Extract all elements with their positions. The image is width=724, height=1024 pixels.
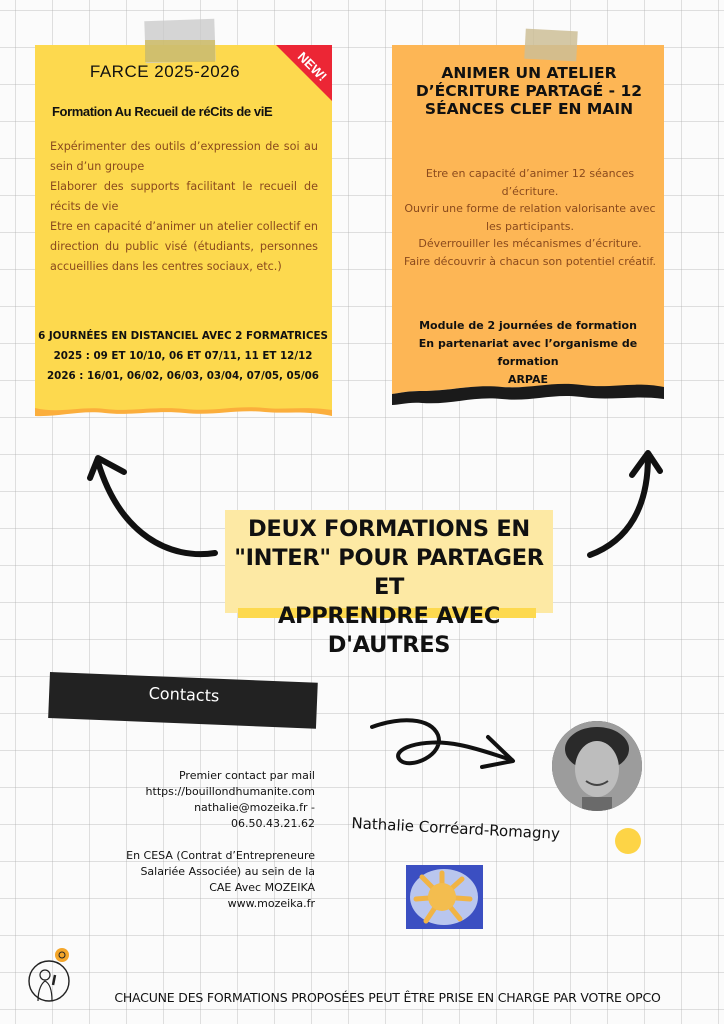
portrait-image: [552, 721, 642, 811]
headline-line: "INTER" POUR PARTAGER ET: [234, 545, 544, 600]
decorative-dot: [615, 828, 641, 854]
person-name: Nathalie Corréard-Romagny: [351, 814, 561, 843]
email-link[interactable]: nathalie@mozeika.fr -: [194, 801, 315, 814]
card1-subtitle: Formation Au Recueil de réCits de viE: [52, 104, 273, 119]
objective-item: Etre en capacité d’animer un atelier collectif en direction du public visé (étudiants, personnes accueillies dans les centres sociaux, etc.): [50, 220, 318, 273]
torn-edge: [35, 398, 332, 422]
objective-item: Etre en capacité d’animer 12 séances d’écriture.: [425, 167, 635, 198]
loop-arrow-icon: [370, 715, 520, 780]
contact-info: [110, 768, 315, 912]
detail-line: Module de 2 journées de formation: [419, 319, 637, 332]
profile-photo: [552, 721, 642, 811]
curved-arrow-left-icon: [70, 450, 230, 560]
headline-line: APPRENDRE AVEC D'AUTRES: [277, 603, 501, 658]
funding-note: CHACUNE DES FORMATIONS PROPOSÉES PEUT ÊTRE PRISE EN CHARGE PAR VOTRE OPCO: [114, 990, 661, 1005]
contacts-heading: Contacts: [148, 683, 220, 706]
card2-details: [394, 317, 662, 389]
detail-line: En partenariat avec l’organisme de formation: [418, 337, 638, 368]
detail-line: ARPAE: [507, 373, 549, 386]
objective-item: Déverrouiller les mécanismes d’écriture.: [418, 237, 642, 250]
objective-item: Ouvrir une forme de relation valorisante avec les participants.: [404, 202, 656, 233]
card1-title: FARCE 2025-2026: [89, 62, 241, 81]
schedule-line: 6 JOURNÉES EN DISTANCIEL AVEC 2 FORMATRICES: [38, 330, 328, 342]
website-link[interactable]: https://bouillondhumanite.com: [145, 785, 315, 798]
objective-item: Faire découvrir à chacun son potentiel créatif.: [404, 254, 656, 268]
tape-decoration: [145, 40, 215, 62]
card1-objectives: [50, 137, 318, 277]
contact-line: Salariée Associée) au sein de la: [140, 865, 315, 878]
objective-item: Elaborer des supports facilitant le recueil de récits de vie: [50, 180, 318, 213]
curved-arrow-right-icon: [580, 445, 670, 565]
schedule-line: 2026 : 16/01, 06/02, 06/03, 03/04, 07/05, 05/06: [47, 370, 319, 382]
contact-line: Premier contact par mail: [178, 769, 315, 782]
phone-number: 06.50.43.21.62: [231, 817, 315, 830]
headline-text: [225, 515, 553, 660]
logo-lightbulb-person-icon: [25, 945, 75, 1005]
tape-decoration: [524, 29, 577, 62]
card2-objectives: [396, 165, 664, 270]
contact-line: En CESA (Contrat d’Entrepreneure: [126, 849, 315, 862]
objective-item: Expérimenter des outils d’expression de soi au sein d’un groupe: [50, 140, 318, 173]
website-link[interactable]: www.mozeika.fr: [227, 897, 315, 910]
headline-line: DEUX FORMATIONS EN: [248, 516, 530, 542]
contact-line: CAE Avec MOZEIKA: [209, 881, 315, 894]
new-badge-label: NEW!: [295, 48, 331, 85]
card1-schedule: [38, 326, 328, 386]
sun-painting-image: [406, 865, 483, 929]
schedule-line: 2025 : 09 ET 10/10, 06 ET 07/11, 11 ET 12/12: [53, 350, 313, 362]
card2-title: ANIMER UN ATELIER D’ÉCRITURE PARTAGÉ - 12 SÉANCES CLEF EN MAIN: [415, 64, 643, 118]
